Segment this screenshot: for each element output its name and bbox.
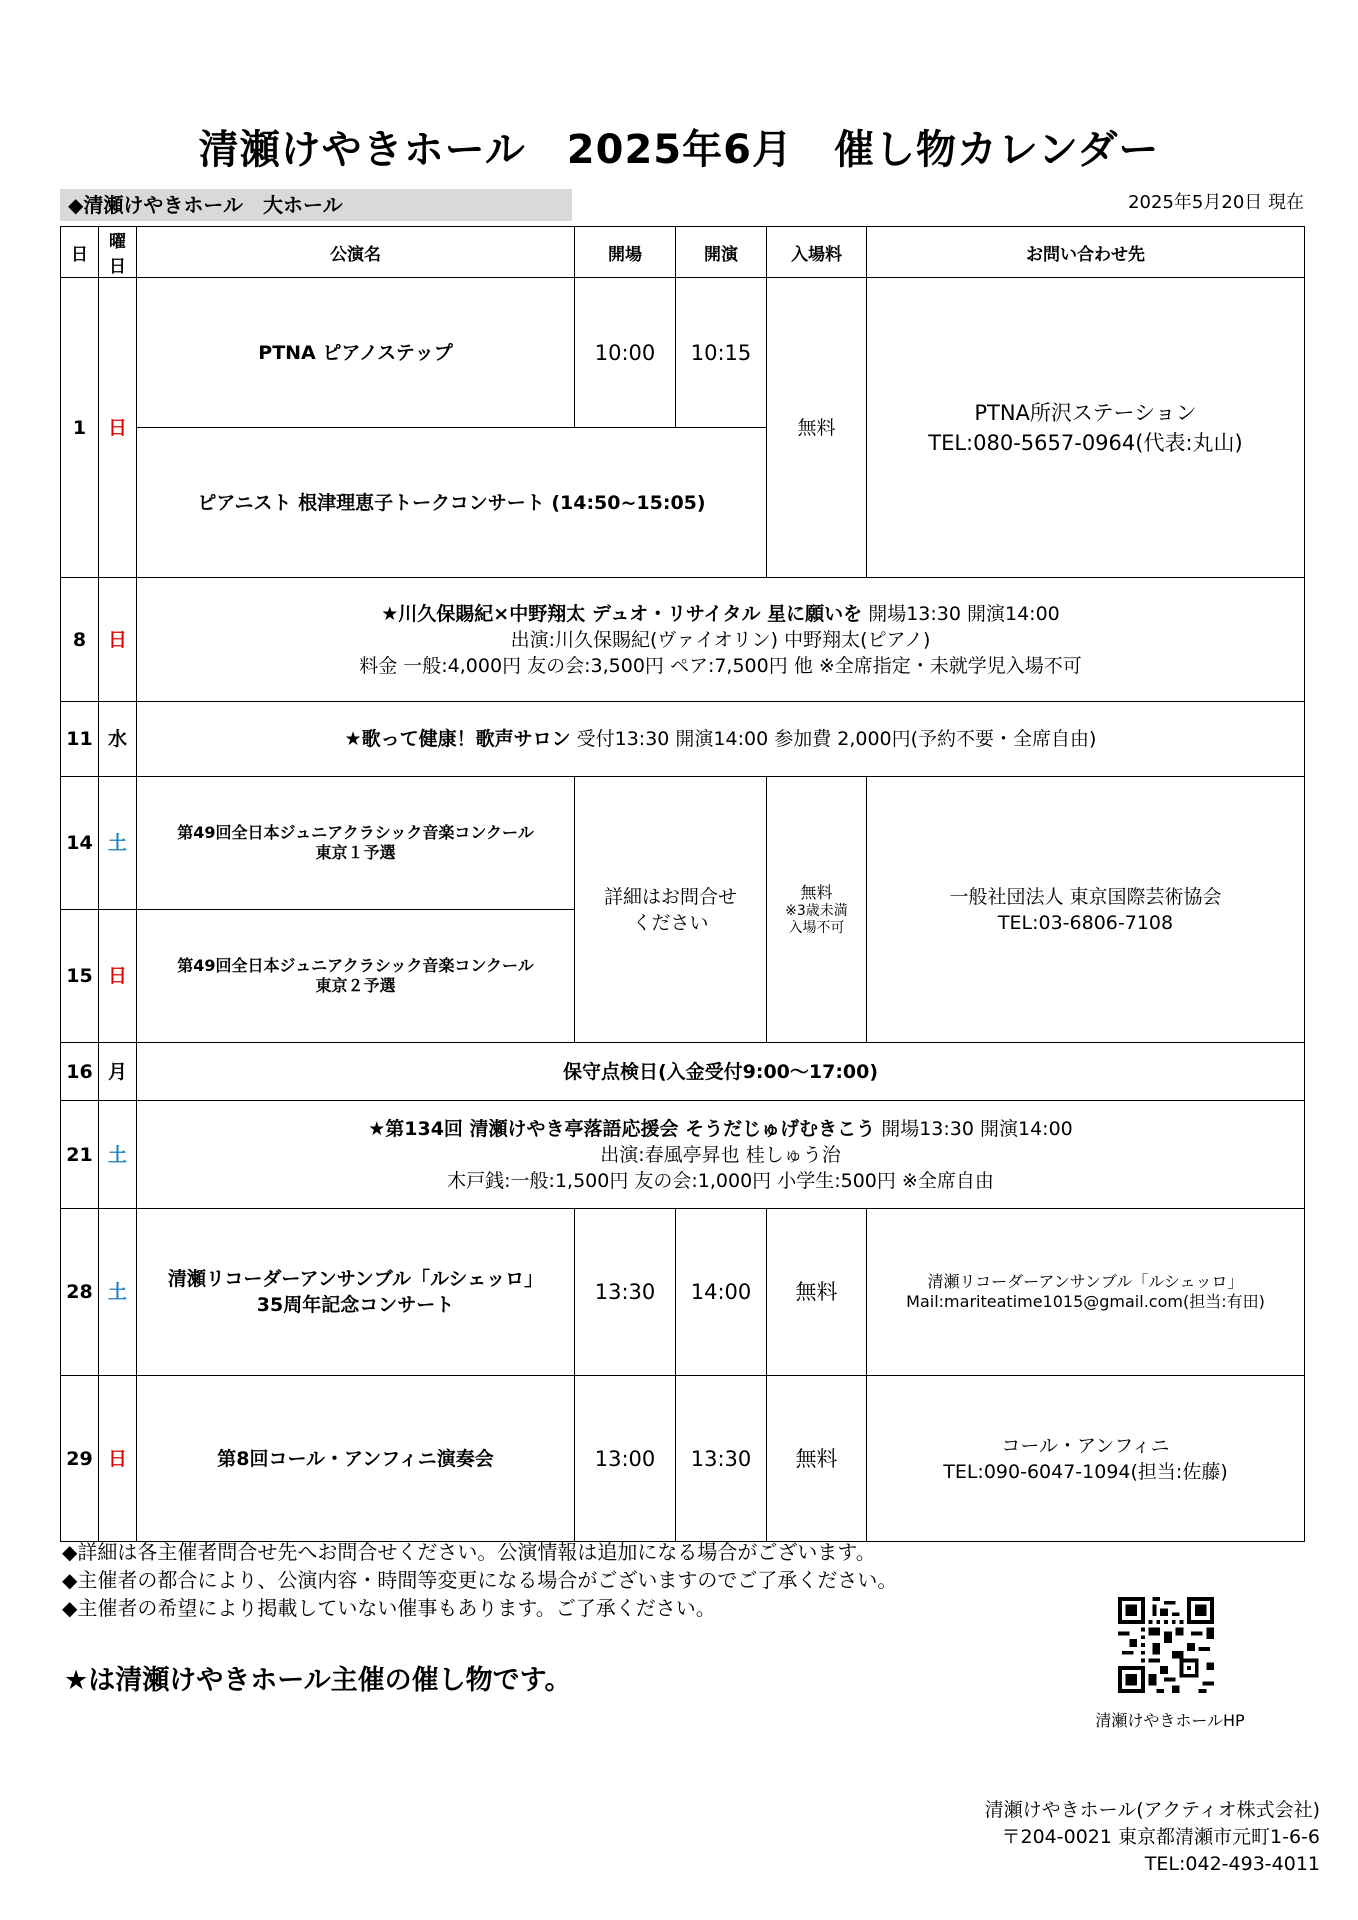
event-details	[137, 1101, 1305, 1209]
event-title: ★第134回 清瀬けやき亭落語応援会 そうだじゅげむきこう	[368, 1117, 876, 1140]
day-number: 15	[61, 910, 99, 1043]
event-title: ★歌って健康！歌声サロン	[344, 728, 571, 750]
header-name: 公演名	[137, 227, 575, 278]
table-row	[61, 1209, 1305, 1376]
header-open: 開場	[575, 227, 676, 278]
contact-line: TEL:080-5657-0964(代表:丸山)	[928, 430, 1243, 455]
event-title: ★川久保賜紀×中野翔太 デュオ・リサイタル 星に願いを	[381, 602, 863, 625]
table-row	[61, 1376, 1305, 1542]
event-name-line: 第49回全日本ジュニアクラシック音楽コンクール	[177, 956, 534, 975]
contact-line: コール・アンフィニ	[1001, 1434, 1170, 1457]
day-number: 11	[61, 702, 99, 777]
header-fee: 入場料	[767, 227, 867, 278]
fee-line: 無料	[800, 882, 833, 902]
header-contact: お問い合わせ先	[867, 227, 1305, 278]
weekday: 土	[99, 1209, 137, 1376]
weekday: 日	[99, 1376, 137, 1542]
sponsor-note: ★は清瀬けやきホール主催の催し物です。	[64, 1665, 572, 1696]
contact-line: 清瀬リコーダーアンサンブル「ルシェッロ」	[927, 1272, 1244, 1291]
time-line: ください	[632, 911, 709, 934]
header-day: 日	[61, 227, 99, 278]
time-details	[575, 777, 767, 1043]
contact-line: TEL:03-6806-7108	[997, 911, 1174, 934]
event-times: 開場13:30 開演14:00	[862, 602, 1060, 625]
event-times: 受付13:30 開演14:00 参加費 2,000円(予約不要・全席自由)	[570, 728, 1097, 750]
weekday: 日	[99, 578, 137, 702]
weekday: 日	[99, 278, 137, 578]
table-header-row	[61, 227, 1305, 278]
event-name: PTNA ピアノステップ	[137, 278, 575, 428]
admission-fee: 無料	[767, 278, 867, 578]
contact	[867, 1209, 1305, 1376]
event-name-line: 第49回全日本ジュニアクラシック音楽コンクール	[177, 823, 534, 842]
header-weekday: 曜日	[99, 227, 137, 278]
weekday: 月	[99, 1043, 137, 1101]
contact-line: 一般社団法人 東京国際芸術協会	[949, 885, 1222, 908]
header-start: 開演	[676, 227, 767, 278]
open-time: 10:00	[575, 278, 676, 428]
contact-line: TEL:090-6047-1094(担当:佐藤)	[943, 1460, 1228, 1483]
contact-line: Mail:mariteatime1015@gmail.com(担当:有田)	[906, 1292, 1265, 1311]
event-name-line: 東京１予選	[315, 843, 396, 862]
page-title: 清瀬けやきホール 2025年6月 催し物カレンダー	[198, 127, 1160, 173]
event-name-line: 清瀬リコーダーアンサンブル「ルシェッロ」	[167, 1268, 544, 1290]
event-times: 開場13:30 開演14:00	[875, 1117, 1073, 1140]
event-name-line: 35周年記念コンサート	[256, 1294, 455, 1316]
event-calendar-table	[60, 226, 1305, 1542]
event-name: ピアニスト 根津理恵子トークコンサート (14:50~15:05)	[137, 428, 767, 578]
contact	[867, 777, 1305, 1043]
table-row	[61, 777, 1305, 910]
as-of-date: 2025年5月20日 現在	[1128, 192, 1304, 213]
admission-fee	[767, 777, 867, 1043]
fee-line: ※3歳未満	[785, 902, 848, 919]
footer-line: 清瀬けやきホール(アクティオ株式会社)	[984, 1799, 1320, 1821]
day-number: 16	[61, 1043, 99, 1101]
note-item: ◆主催者の都合により、公演内容・時間等変更になる場合がございますのでご了承ください。	[62, 1568, 898, 1592]
event-details	[137, 578, 1305, 702]
weekday: 土	[99, 1101, 137, 1209]
event-details: 保守点検日(入金受付9:00～17:00)	[137, 1043, 1305, 1101]
event-name	[137, 1209, 575, 1376]
footer-address	[985, 1797, 1320, 1878]
time-line: 詳細はお問合せ	[603, 885, 737, 908]
weekday: 土	[99, 777, 137, 910]
table-row	[61, 1043, 1305, 1101]
contact	[867, 278, 1305, 578]
table-row	[61, 578, 1305, 702]
open-time: 13:00	[575, 1376, 676, 1542]
start-time: 14:00	[676, 1209, 767, 1376]
day-number: 8	[61, 578, 99, 702]
fee-line: 入場不可	[788, 919, 845, 936]
day-number: 14	[61, 777, 99, 910]
start-time: 13:30	[676, 1376, 767, 1542]
day-number: 29	[61, 1376, 99, 1542]
hall-banner: ◆清瀬けやきホール 大ホール	[60, 189, 572, 221]
footer-line: TEL:042-493-4011	[1144, 1853, 1320, 1875]
open-time: 13:30	[575, 1209, 676, 1376]
event-price: 料金 一般:4,000円 友の会:3,500円 ペア:7,500円 他 ※全席指定・未就学児入場不可	[359, 654, 1082, 677]
admission-fee: 無料	[767, 1376, 867, 1542]
table-row	[61, 702, 1305, 777]
event-name-line: 東京２予選	[315, 976, 396, 995]
event-name	[137, 910, 575, 1043]
admission-fee: 無料	[767, 1209, 867, 1376]
qr-label: 清瀬けやきホールHP	[1095, 1711, 1245, 1730]
event-details	[137, 702, 1305, 777]
event-name: 第8回コール・アンフィニ演奏会	[137, 1376, 575, 1542]
contact-line: PTNA所沢ステーション	[974, 400, 1197, 425]
contact	[867, 1376, 1305, 1542]
notes-list	[62, 1538, 897, 1622]
qr-code-icon[interactable]	[1118, 1597, 1214, 1693]
table-row	[61, 1101, 1305, 1209]
day-number: 28	[61, 1209, 99, 1376]
weekday: 日	[99, 910, 137, 1043]
event-name	[137, 777, 575, 910]
day-number: 21	[61, 1101, 99, 1209]
start-time: 10:15	[676, 278, 767, 428]
event-performers: 出演:川久保賜紀(ヴァイオリン) 中野翔太(ピアノ)	[510, 628, 931, 651]
event-price: 木戸銭:一般:1,500円 友の会:1,000円 小学生:500円 ※全席自由	[447, 1169, 994, 1192]
day-number: 1	[61, 278, 99, 578]
note-item: ◆詳細は各主催者問合せ先へお問合せください。公演情報は追加になる場合がございます。	[62, 1540, 876, 1564]
event-performers: 出演:春風亭昇也 桂しゅう治	[600, 1143, 841, 1166]
note-item: ◆主催者の希望により掲載していない催事もあります。ご了承ください。	[62, 1596, 716, 1620]
footer-line: 〒204-0021 東京都清瀬市元町1-6-6	[1001, 1826, 1320, 1848]
weekday: 水	[99, 702, 137, 777]
table-row	[61, 278, 1305, 428]
